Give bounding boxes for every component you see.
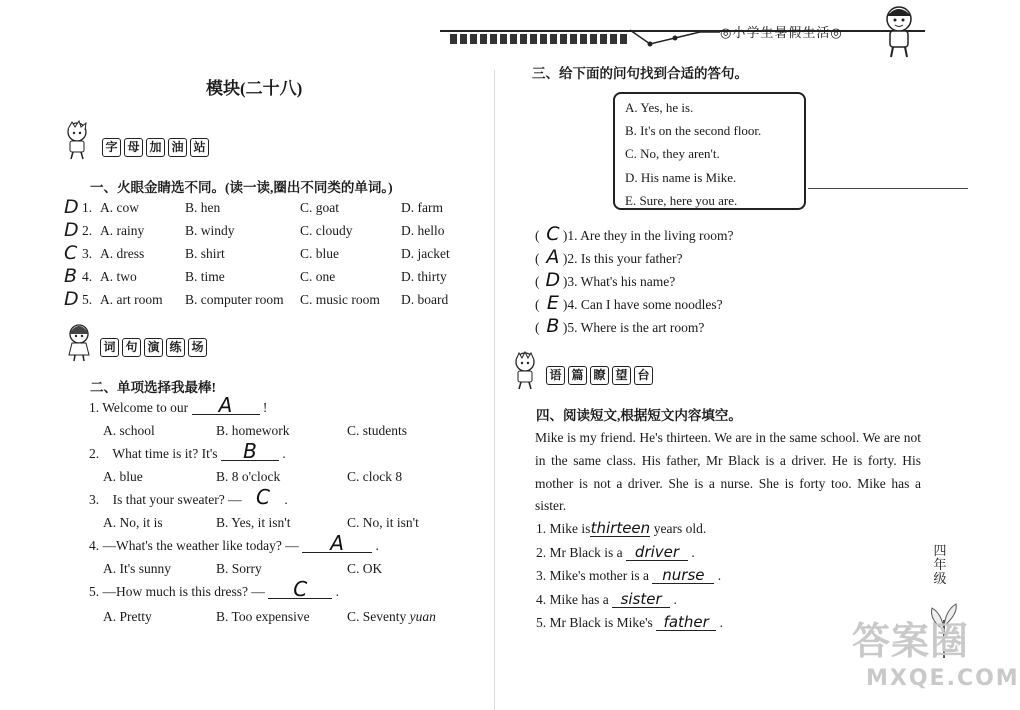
handwritten-answer: D (64, 288, 79, 310)
list-item: D 2. A. rainy B. windy C. cloudy D. hello (64, 219, 445, 241)
question-2-options: A. blue B. 8 o'clock C. clock 8 (103, 469, 403, 484)
grade-label: 四 年 级 (933, 544, 947, 587)
answer-blank: A (302, 534, 372, 553)
list-item: 2. Mr Black is a driver . (536, 542, 695, 561)
list-item: B 4. A. two B. time C. one D. thirty (64, 265, 447, 287)
header-zigzag (630, 20, 720, 50)
watermark-url: MXQE.COM (866, 666, 1020, 691)
list-item: 4. Mike has a sister . (536, 589, 677, 608)
list-item: ( D )3. What's his name? (535, 269, 676, 291)
list-item: D 1. A. cow B. hen C. goat D. farm (64, 196, 443, 218)
page-gutter (494, 70, 495, 710)
question-5: 5. —How much is this dress? — C . (89, 577, 339, 601)
boy-mascot-icon (508, 350, 542, 390)
badge-letter-station: 字 母 加 油 站 (102, 138, 209, 157)
list-item: ( E )4. Can I have some noodles? (535, 292, 723, 314)
section4-title: 四、阅读短文,根据短文内容填空。 (536, 408, 742, 423)
question-1-options: A. school B. homework C. students (103, 423, 408, 438)
badge-sentence-practice: 词 句 演 练 场 (100, 338, 207, 357)
answer-blank: A (192, 396, 260, 415)
handwritten-answer: C (255, 485, 270, 509)
question-4: 4. —What's the weather like today? — A . (89, 531, 379, 555)
answer-blank: B (221, 442, 279, 461)
handwritten-answer: D (64, 219, 79, 241)
question-2: 2. What time is it? It's B . (89, 439, 286, 463)
badge-passage-lookout: 语 篇 瞭 望 台 (546, 366, 653, 385)
list-item: ( B )5. Where is the art room? (535, 315, 705, 337)
header-label: ◎小学生暑假生活◎ (720, 26, 843, 41)
list-item: 3. Mike's mother is a nurse . (536, 566, 722, 584)
question-1: 1. Welcome to our A ! (89, 393, 268, 417)
reading-passage: Mike is my friend. He's thirteen. We are in the same school. We are not in the same class. His father, Mr Black is a driver. He is forty. His mother is not a driver. She is a nurse. She is forty too. Mike has a sister. (535, 430, 921, 514)
girl-mascot-icon (62, 322, 96, 362)
handwritten-answer: B (64, 265, 78, 287)
question-3: 3. Is that your sweater? — C . (89, 485, 288, 509)
section3-title: 三、给下面的问句找到合适的答句。 (532, 66, 748, 81)
girl-mascot-icon (876, 2, 922, 58)
divider-line (808, 188, 968, 189)
list-item: C 3. A. dress B. shirt C. blue D. jacket (64, 242, 450, 264)
section2-title: 二、单项选择我最棒! (90, 380, 216, 395)
list-item: 5. Mr Black is Mike's father . (536, 613, 723, 631)
answer-blank: C (268, 580, 332, 599)
list-item: ( C )1. Are they in the living room? (535, 223, 734, 245)
boy-mascot-icon (60, 120, 94, 160)
header-strip (450, 34, 630, 44)
handwritten-answer: D (64, 196, 79, 218)
question-3-options: A. No, it is B. Yes, it isn't C. No, it isn't (103, 515, 419, 530)
handwritten-answer: C (64, 242, 78, 264)
list-item: ( A )2. Is this your father? (535, 246, 683, 268)
section1-list (64, 196, 450, 311)
list-item: 1. Mike isthirteen years old. (536, 519, 707, 537)
question-5-options: A. Pretty B. Too expensive C. Seventy yuan (103, 609, 436, 624)
matching-list (535, 224, 733, 339)
section2-questions (89, 393, 436, 630)
module-title: 模块(二十八) (206, 79, 303, 98)
section1-title: 一、火眼金睛选不同。(读一读,圈出不同类的单词。) (90, 180, 393, 195)
watermark-logo: 答案圈 (852, 619, 970, 663)
fill-in-list (536, 517, 723, 635)
question-4-options: A. It's sunny B. Sorry C. OK (103, 561, 383, 576)
answer-options-box: A. Yes, he is. B. It's on the second floor. C. No, they aren't. D. His name is Mike. E. Sure, here you are. (613, 92, 806, 210)
list-item: D 5. A. art room B. computer room C. music room D. board (64, 288, 449, 310)
